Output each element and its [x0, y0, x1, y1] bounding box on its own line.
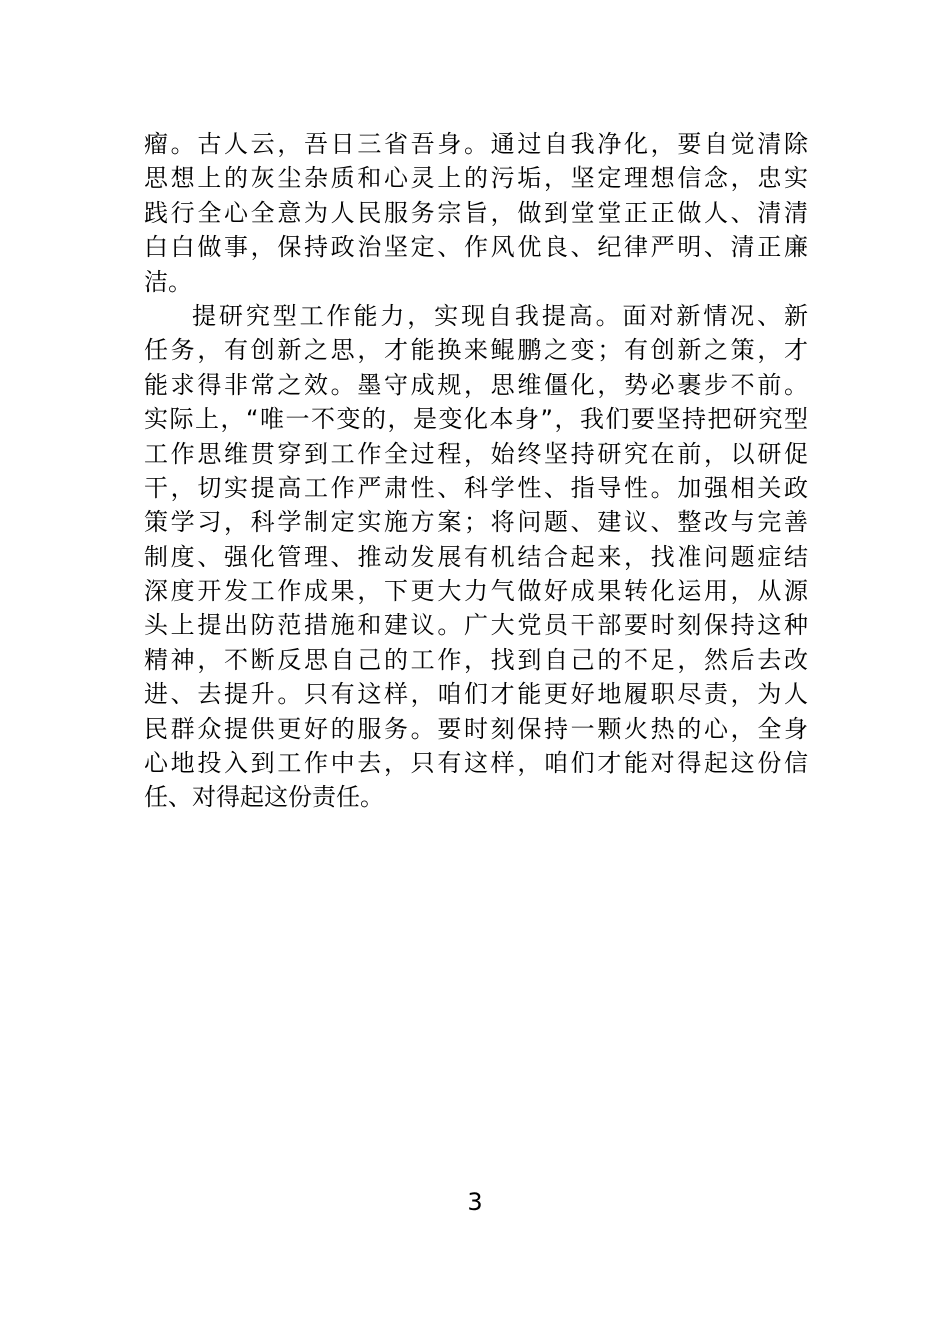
text-line: 践行全心全意为人民服务宗旨，做到堂堂正正做人、清清 [144, 198, 808, 227]
paragraph-1 [144, 127, 808, 299]
text-line: 洁。 [144, 267, 192, 296]
text-line: 心地投入到工作中去，只有这样，咱们才能对得起这份信 [144, 749, 808, 778]
text-line: 进、去提升。只有这样，咱们才能更好地履职尽责，为人 [144, 680, 808, 709]
paragraph-2 [144, 299, 808, 815]
text-line: 策学习，科学制定实施方案；将问题、建议、整改与完善 [144, 508, 808, 537]
text-line: 提研究型工作能力，实现自我提高。面对新情况、新 [192, 301, 808, 330]
body-text [144, 127, 808, 815]
text-line: 实际上，“唯一不变的，是变化本身”，我们要坚持把研究型 [144, 405, 808, 434]
text-line: 干，切实提高工作严肃性、科学性、指导性。加强相关政 [144, 473, 808, 502]
text-line: 瘤。古人云，吾日三省吾身。通过自我净化，要自觉清除 [144, 130, 808, 158]
page-number: 3 [467, 1188, 483, 1216]
text-line: 深度开发工作成果，下更大力气做好成果转化运用，从源 [144, 577, 808, 606]
text-line: 制度、强化管理、推动发展有机结合起来，找准问题症结 [144, 542, 808, 571]
text-line: 头上提出防范措施和建议。广大党员干部要时刻保持这种 [144, 611, 808, 640]
text-line: 任务，有创新之思，才能换来鲲鹏之变；有创新之策，才 [144, 336, 808, 365]
text-line: 白白做事，保持政治坚定、作风优良、纪律严明、清正廉 [144, 233, 808, 262]
text-line: 能求得非常之效。墨守成规，思维僵化，势必裹步不前。 [144, 370, 808, 399]
text-line: 思想上的灰尘杂质和心灵上的污垢，坚定理想信念，忠实 [144, 164, 808, 193]
text-line: 工作思维贯穿到工作全过程，始终坚持研究在前，以研促 [144, 439, 808, 468]
text-line: 民群众提供更好的服务。要时刻保持一颗火热的心，全身 [144, 714, 808, 743]
text-line: 任、对得起这份责任。 [144, 783, 384, 812]
text-line: 精神，不断反思自己的工作，找到自己的不足，然后去改 [144, 645, 808, 674]
